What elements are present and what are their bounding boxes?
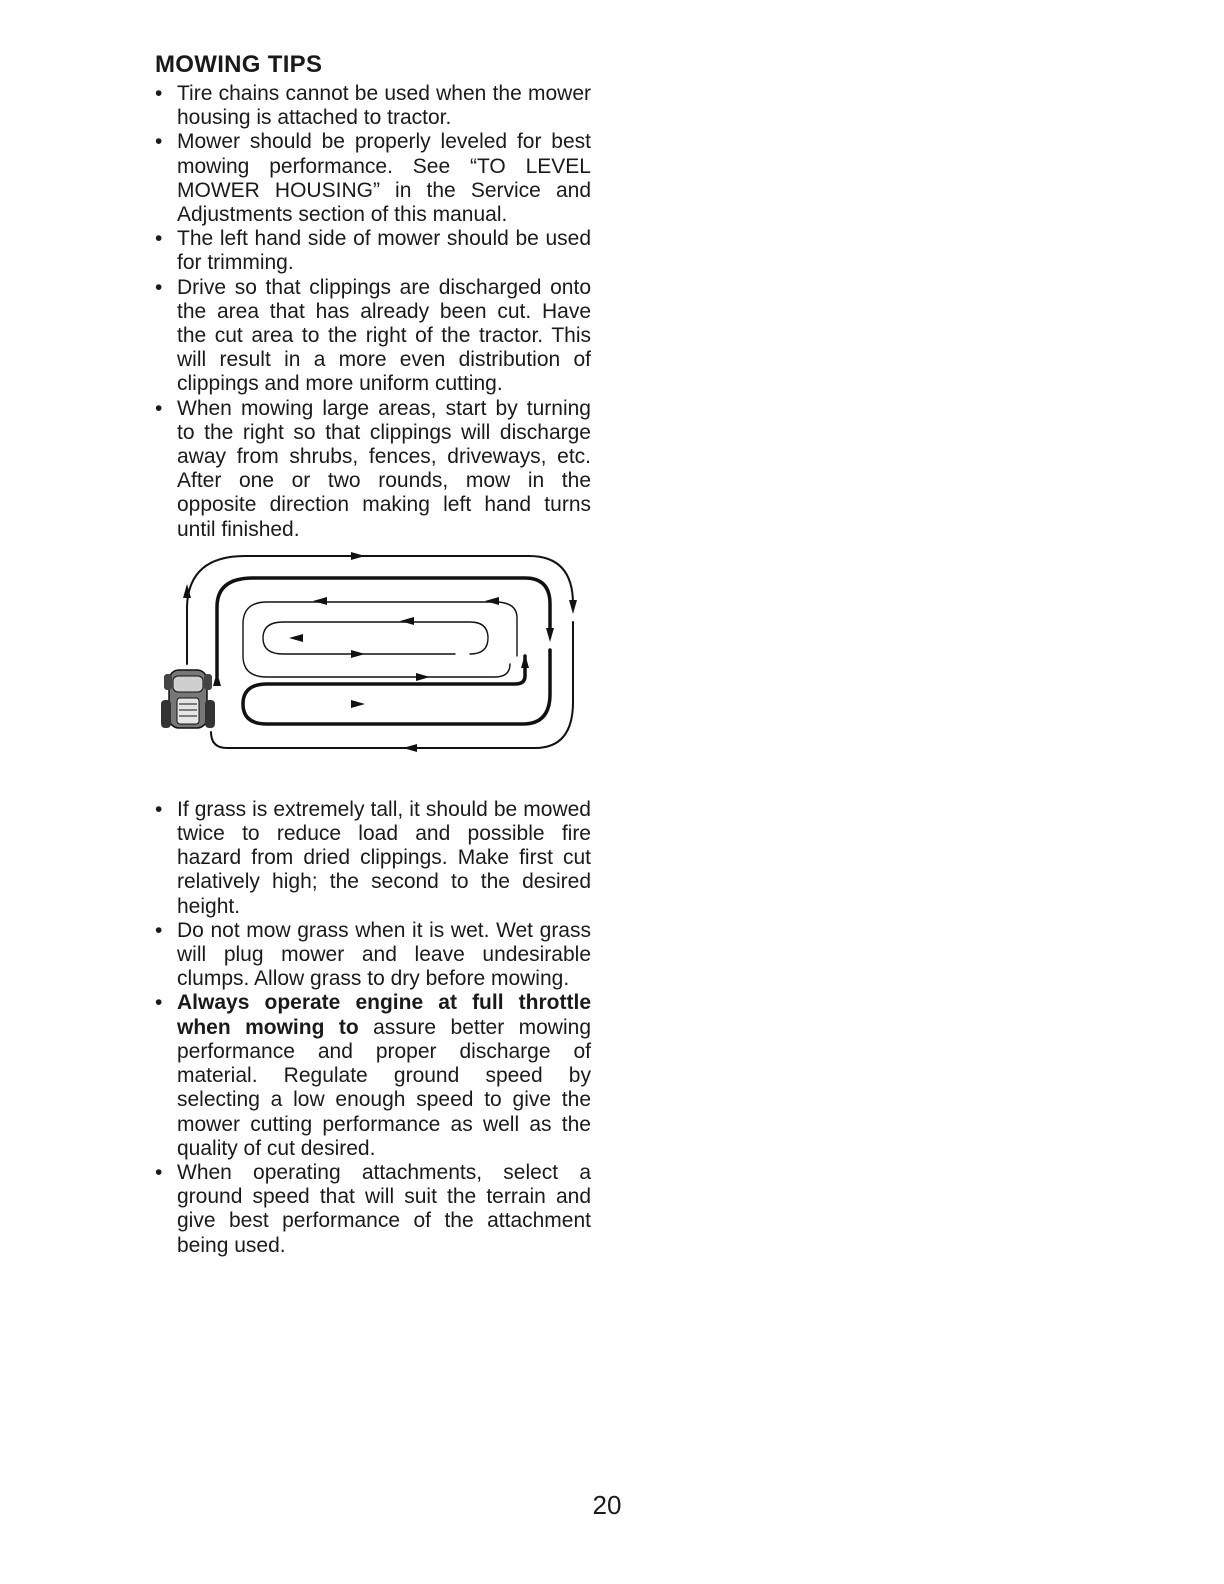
- tip-item: [155, 397, 591, 542]
- arrow-head: [289, 634, 303, 642]
- bullet: •: [155, 918, 163, 942]
- arrow-head: [313, 597, 327, 605]
- page-number-text: 20: [592, 1490, 622, 1520]
- tip-item: [155, 276, 591, 397]
- tip-text: When operating attachments, select a ground speed that will suit the terrain and give best performance of the attachment being used.: [177, 1160, 591, 1257]
- arrow-head: [546, 628, 554, 642]
- bullet: •: [155, 227, 163, 251]
- tip-text: If grass is extremely tall, it should be mowed twice to reduce load and possible fire hazard from dried clippings. Make first cut relatively high; the second to the desired height.: [177, 797, 591, 918]
- tip-text: Do not mow grass when it is wet. Wet grass will plug mower and leave undesirable clumps. Allow grass to dry before mowing.: [177, 918, 591, 991]
- tip-item: [155, 919, 591, 992]
- tip-item: [155, 130, 591, 227]
- mowing-tips-column: [155, 50, 591, 1258]
- arrow-head: [485, 597, 499, 605]
- bullet: •: [155, 797, 163, 821]
- tip-item: [155, 798, 591, 919]
- tips-list-top: [155, 82, 591, 542]
- tip-item: [155, 1161, 591, 1258]
- page-number: [0, 1490, 1224, 1521]
- tip-item: [155, 227, 591, 275]
- bullet: •: [155, 130, 163, 154]
- tip-text: Tire chains cannot be used when the mower housing is attached to tractor.: [177, 82, 591, 130]
- arrow-head: [213, 672, 221, 686]
- tip-text: When mowing large areas, start by turning to the right so that clippings will discharge away from shrubs, fences, driveways, etc. After one or two rounds, mow in the opposite direction making left hand turns until finished.: [177, 396, 591, 541]
- second-path-bottom: [243, 650, 550, 724]
- arrow-head: [569, 600, 577, 614]
- tractor-icon: [161, 670, 215, 728]
- arrow-head: [403, 744, 417, 752]
- bullet: •: [155, 82, 163, 105]
- mowing-pattern-diagram: [155, 552, 591, 788]
- arrow-head: [400, 617, 414, 625]
- arrow-head: [521, 654, 529, 668]
- tip-item: [155, 82, 591, 130]
- tip-text: Mower should be properly leveled for best mowing performance. See “TO LEVEL MOWER HOUSING” in the Service and Adjustments section of this manual.: [177, 130, 591, 227]
- arrow-head: [351, 700, 365, 708]
- arrow-head: [351, 650, 365, 658]
- bullet: •: [155, 991, 163, 1015]
- tip-text: The left hand side of mower should be used for trimming.: [177, 227, 591, 275]
- tip-text: Drive so that clippings are discharged onto the area that has already been cut. Have the cut area to the right of the tractor. This will result in a more even distribution of clippings and more uniform cutting.: [177, 275, 591, 396]
- tips-list-bottom: [155, 798, 591, 1258]
- section-title: MOWING TIPS: [155, 51, 323, 78]
- arrow-head: [351, 552, 365, 560]
- bullet: •: [155, 1160, 163, 1184]
- tip-text: assure better mowing performance and proper discharge of material. Regulate ground speed by selecting a low enough speed to give the mower cutting performance as well as the quality of cut desired.: [177, 1015, 591, 1160]
- tip-bold-text: Always operate engine at full throttle when mowing to: [177, 991, 591, 1039]
- bullet: •: [155, 396, 163, 420]
- third-path: [243, 602, 517, 677]
- arrow-head: [416, 673, 430, 681]
- bullet: •: [155, 275, 163, 299]
- tip-item: [155, 991, 591, 1160]
